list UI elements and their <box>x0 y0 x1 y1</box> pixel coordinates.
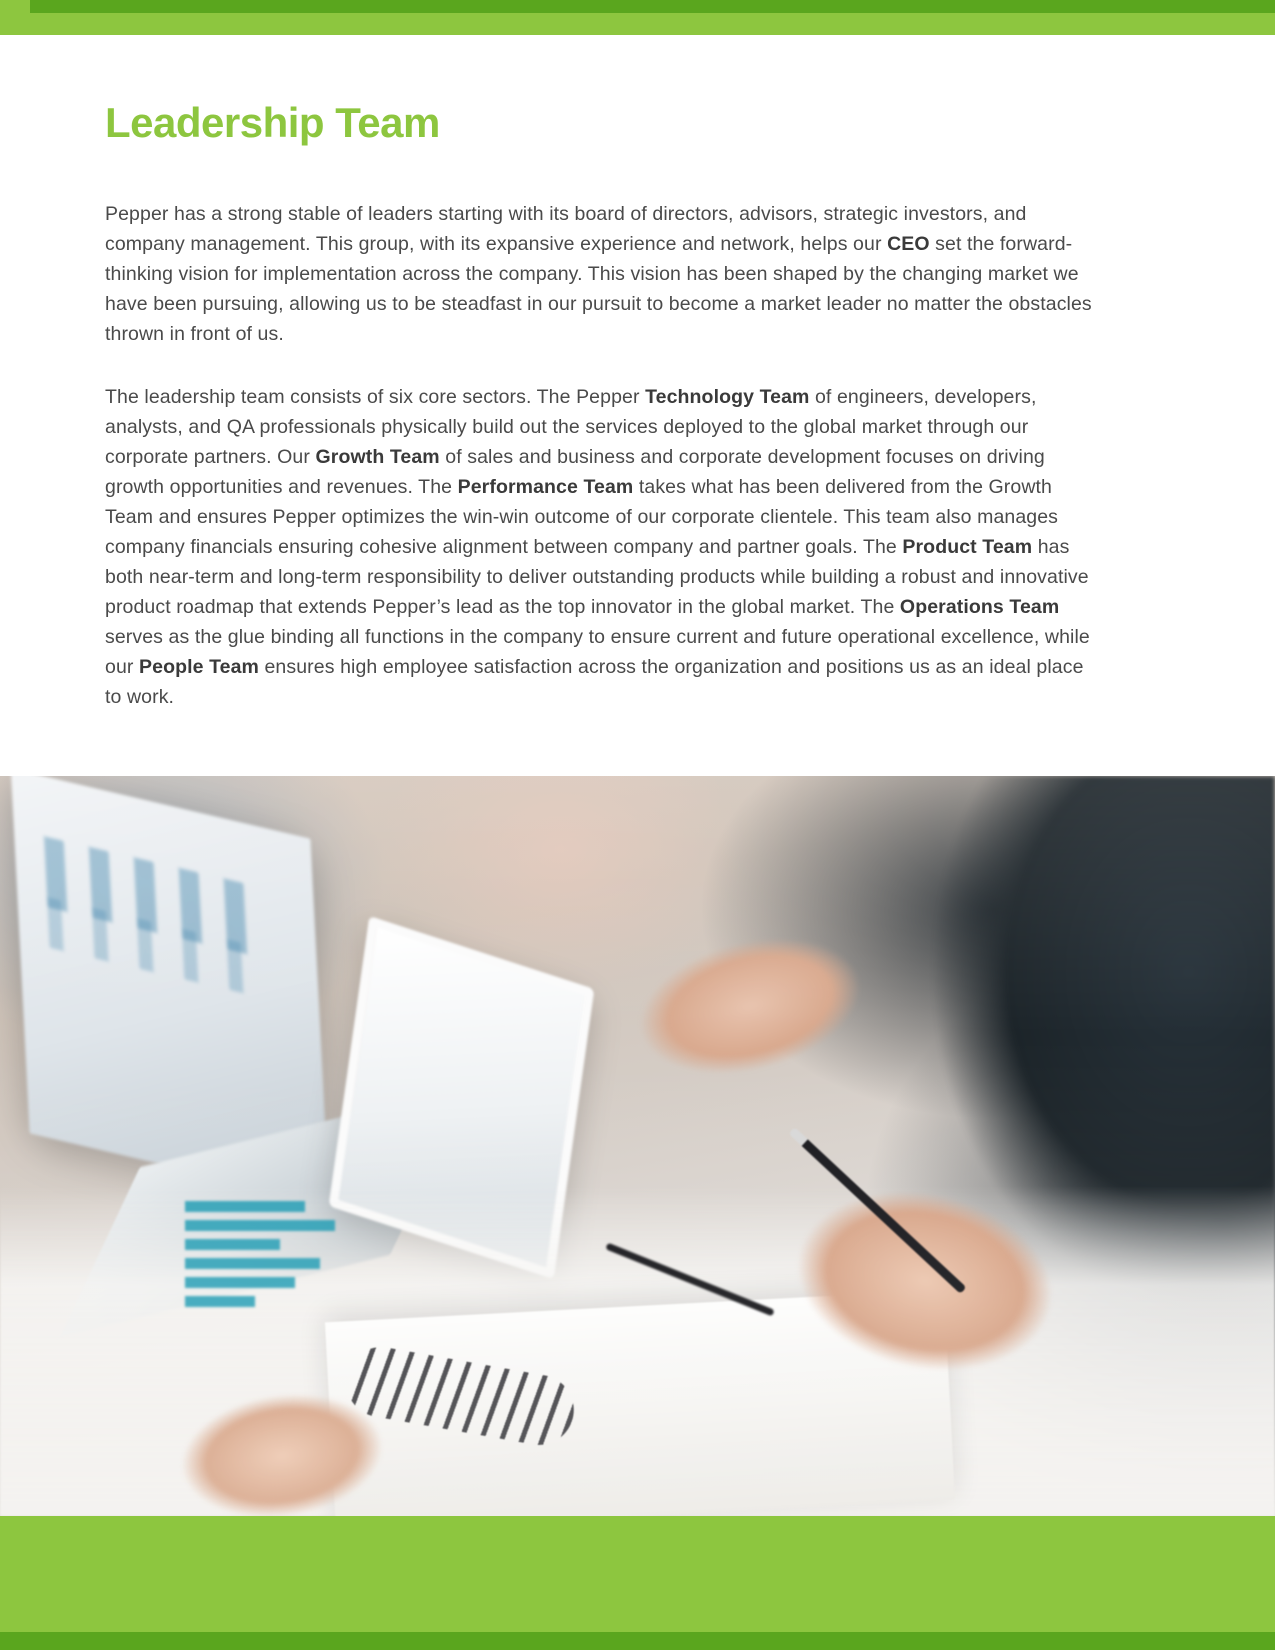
photo-overlay-haze <box>0 776 1275 1516</box>
bottom-rule-dark <box>0 1632 1275 1650</box>
paragraph-intro: Pepper has a strong stable of leaders starting with its board of directors, advisors, strategic investors, and company management. This group, with its expansive experience and network, helps our CEO set the forward-thinking vision for implementation across the company. This vision has been shaped by the changing market we have been pursuing, allowing us to be steadfast in our pursuit to become a market leader no matter the obstacles thrown in front of us. <box>105 203 1092 346</box>
paragraph-sectors: The leadership team consists of six core sectors. The Pepper Technology Team of engineers, developers, analysts, and QA professionals physically build out the services deployed to the global market through our corporate partners. Our Growth Team of sales and business and corporate development focuses on driving growth opportunities and revenues. The Performance Team takes what has been delivered from the Growth Team and ensures Pepper optimizes the win-win outcome of our corporate clientele. This team also manages company financials ensuring cohesive alignment between company and partner goals. The Product Team has both near-term and long-term responsibility to deliver outstanding products while building a robust and innovative product roadmap that extends Pepper’s lead as the top innovator in the global market. The Operations Team serves as the glue binding all functions in the company to ensure current and future operational excellence, while our People Team ensures high employee satisfaction across the organization and positions us as an ideal place to work. <box>105 386 1090 709</box>
top-rule-light <box>0 13 1275 35</box>
page-title: Leadership Team <box>105 99 440 146</box>
top-rule-dark <box>0 0 1275 13</box>
top-rule-accent-block <box>0 0 30 35</box>
hero-photo <box>0 776 1275 1516</box>
page-content <box>0 35 1275 712</box>
bottom-band-light <box>0 1516 1275 1632</box>
body-copy <box>0 199 1275 712</box>
